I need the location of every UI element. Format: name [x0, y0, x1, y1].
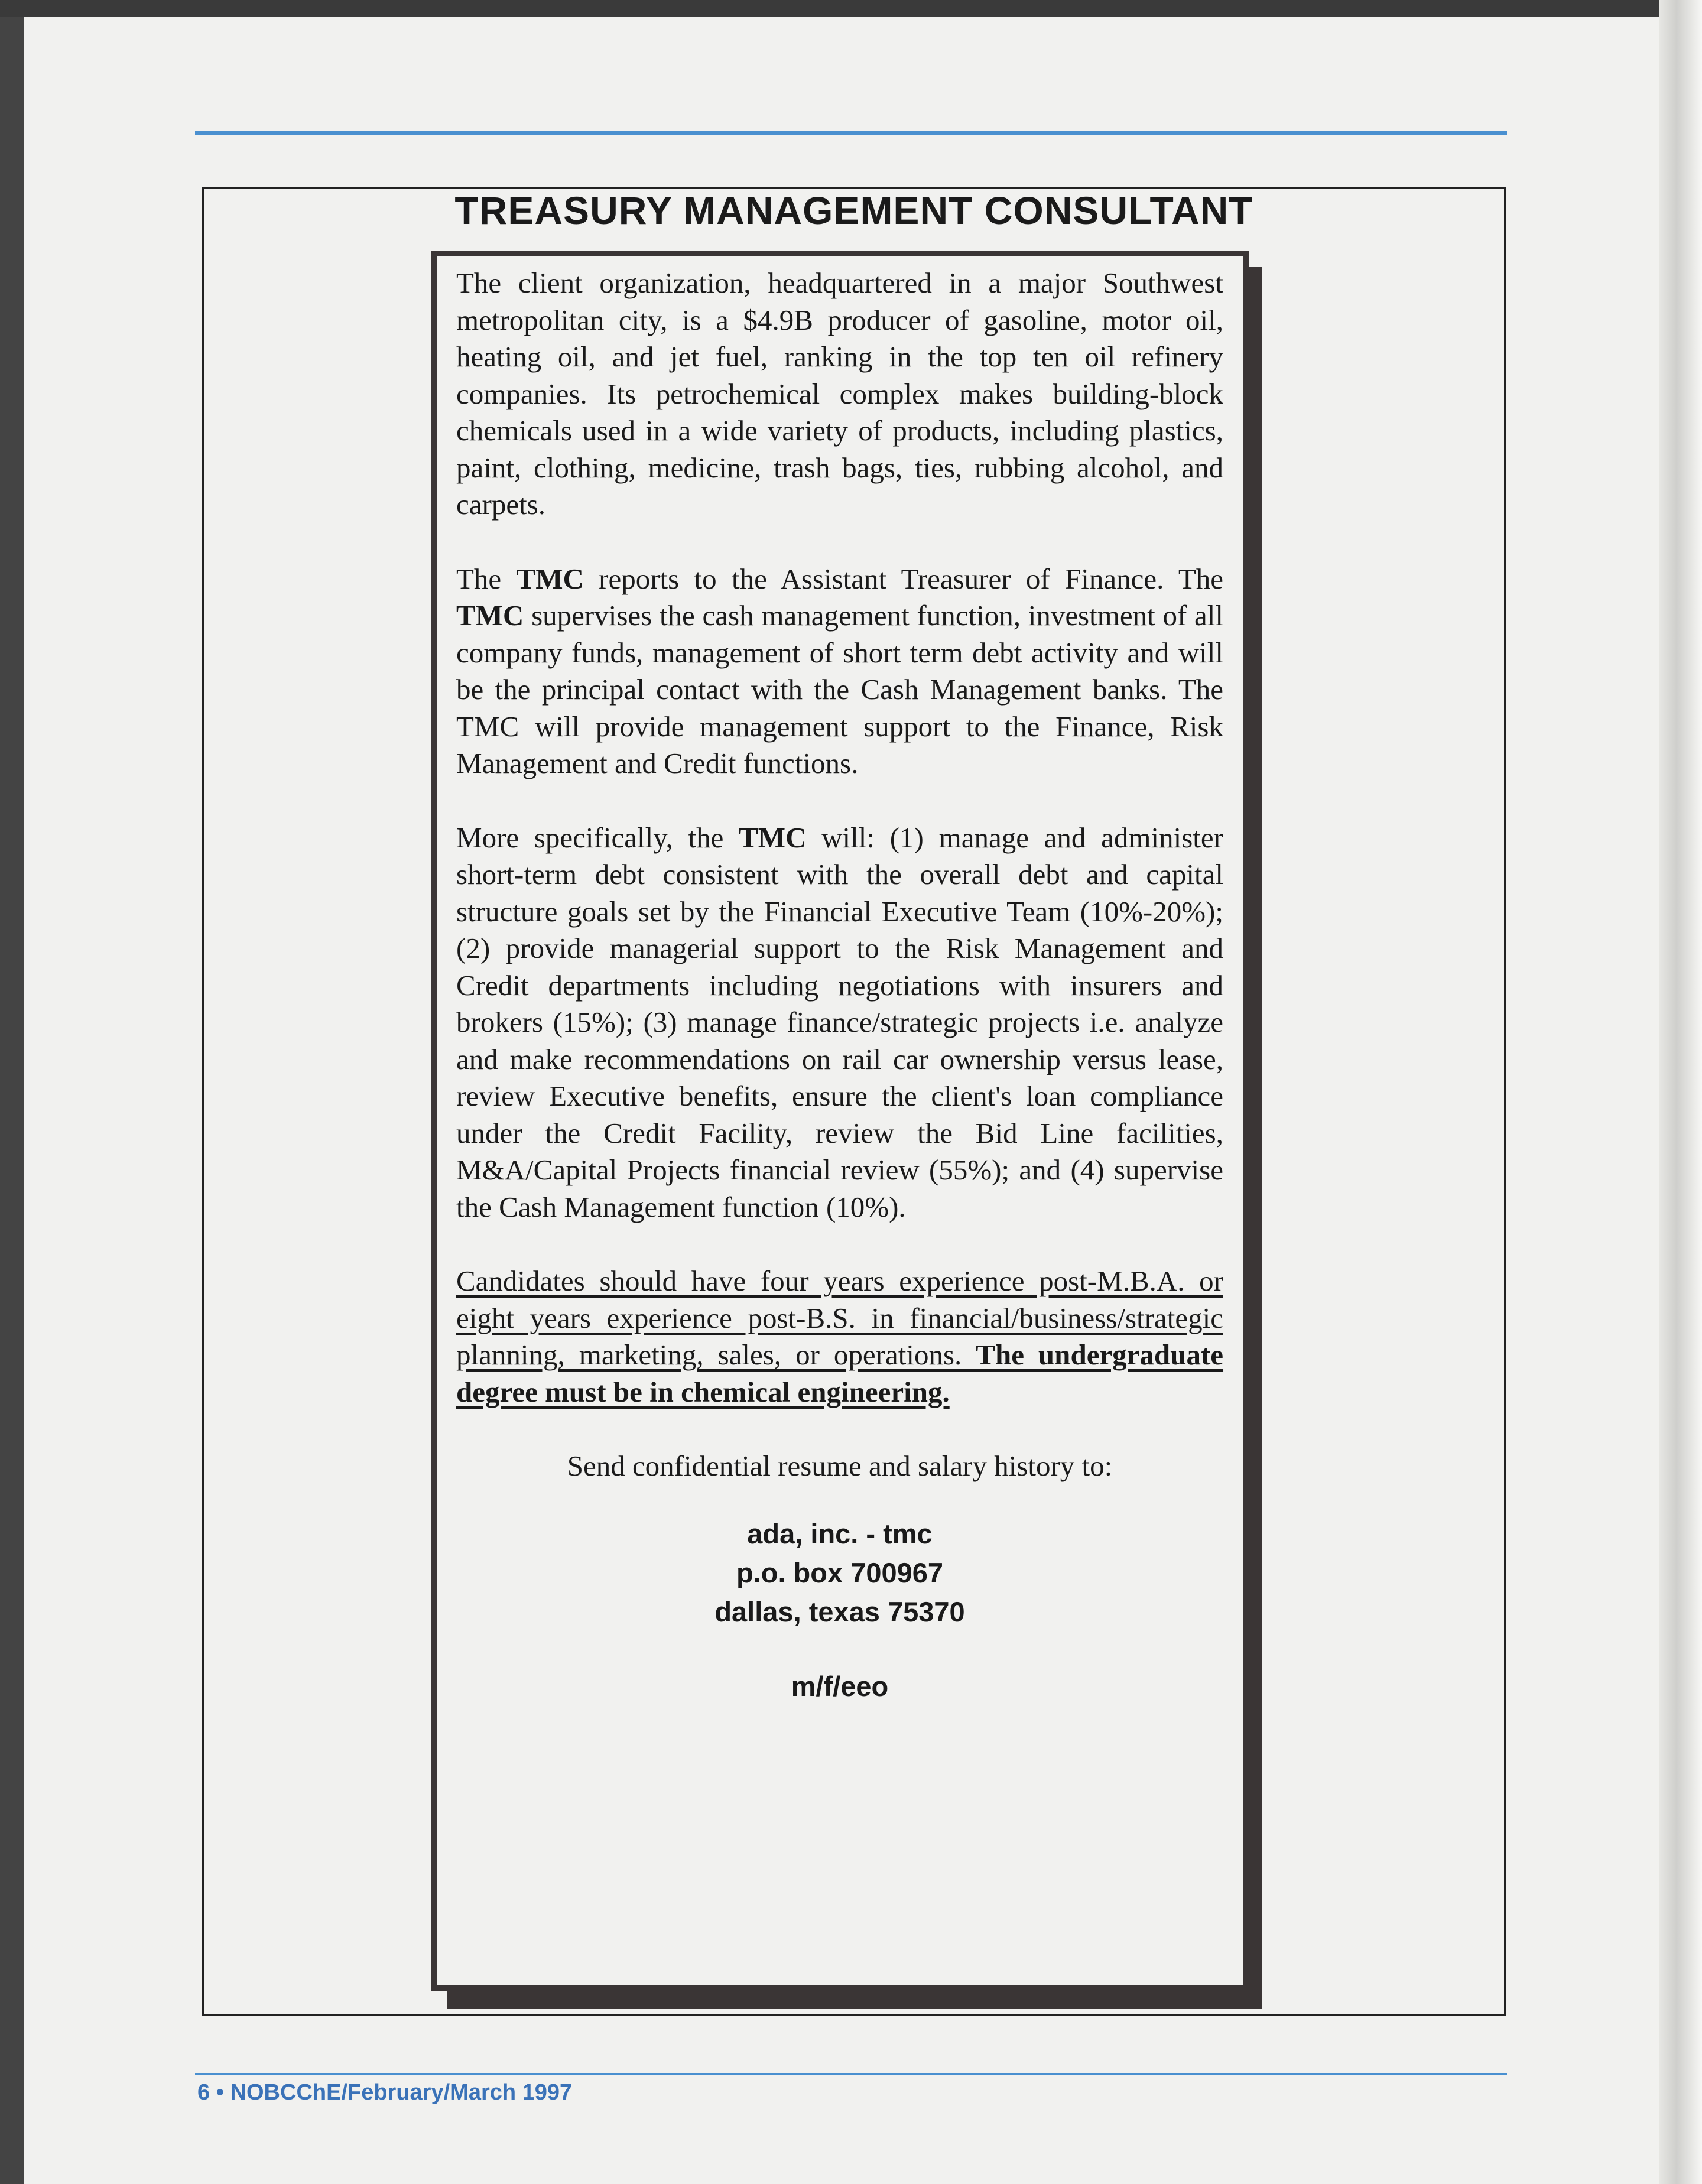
degree-requirement: The undergraduate degree must be in chemical engineering. — [456, 1338, 1224, 1408]
scan-edge-left — [0, 0, 24, 2184]
ad-headline: TREASURY MANAGEMENT CONSULTANT — [454, 188, 1253, 232]
requirements-paragraph: Candidates should have four years experience post-M.B.A. or eight years experience post-B.S. in financial/business/strategic planning, marketing, sales, or operations. The undergraduate degree must be in chemical engineering. — [456, 1265, 1224, 1408]
address-line-2: p.o. box 700967 — [736, 1556, 944, 1588]
scan-edge-right — [1659, 0, 1702, 2184]
page-footer: 6 • NOBCChE/February/March 1997 — [197, 2080, 573, 2105]
mailing-address — [456, 1514, 1223, 1632]
company-paragraph: The client organization, headquartered in a major Southwest metropolitan city, is a $4.9B producer of gasoline, motor oil, heating oil, and jet fuel, ranking in the top ten oil refinery companies. Its petrochemical complex makes building-block chemicals used in a wide variety of products, including plastics, paint, clothing, medicine, trash bags, ties, rubbing alcohol, and carpets. — [456, 266, 1223, 521]
address-line-3: dallas, texas 75370 — [714, 1595, 965, 1627]
top-rule — [195, 131, 1507, 135]
duties-paragraph: More specifically, the TMC will: (1) manage and administer short-term debt consistent with the overall debt and capital structure goals set by the Financial Executive Team (10%-20%); (2) provide managerial support to the Risk Management and Credit departments including negotiations with insurers and brokers (15%); (3) manage finance/strategic projects i.e. analyze and make recommendations on rail car ownership versus lease, review Executive benefits, ensure the client's loan compliance under the Credit Facility, review the Bid Line facilities, M&A/Capital Projects financial review (55%); and (4) supervise the Cash Management function (10%). — [456, 821, 1223, 1223]
role-paragraph: The TMC reports to the Assistant Treasurer of Finance. The TMC supervises the cash management function, investment of all company funds, management of short term debt activity and will be the principal contact with the Cash Management banks. The TMC will provide management support to the Finance, Risk Management and Credit functions. — [456, 562, 1223, 779]
eeo-statement: m/f/eeo — [791, 1670, 889, 1702]
address-line-1: ada, inc. - tmc — [747, 1517, 933, 1549]
bottom-rule — [195, 2073, 1507, 2075]
ad-body — [456, 265, 1223, 1705]
scan-edge-top — [0, 0, 1702, 17]
send-instructions: Send confidential resume and salary history to: — [567, 1450, 1113, 1482]
